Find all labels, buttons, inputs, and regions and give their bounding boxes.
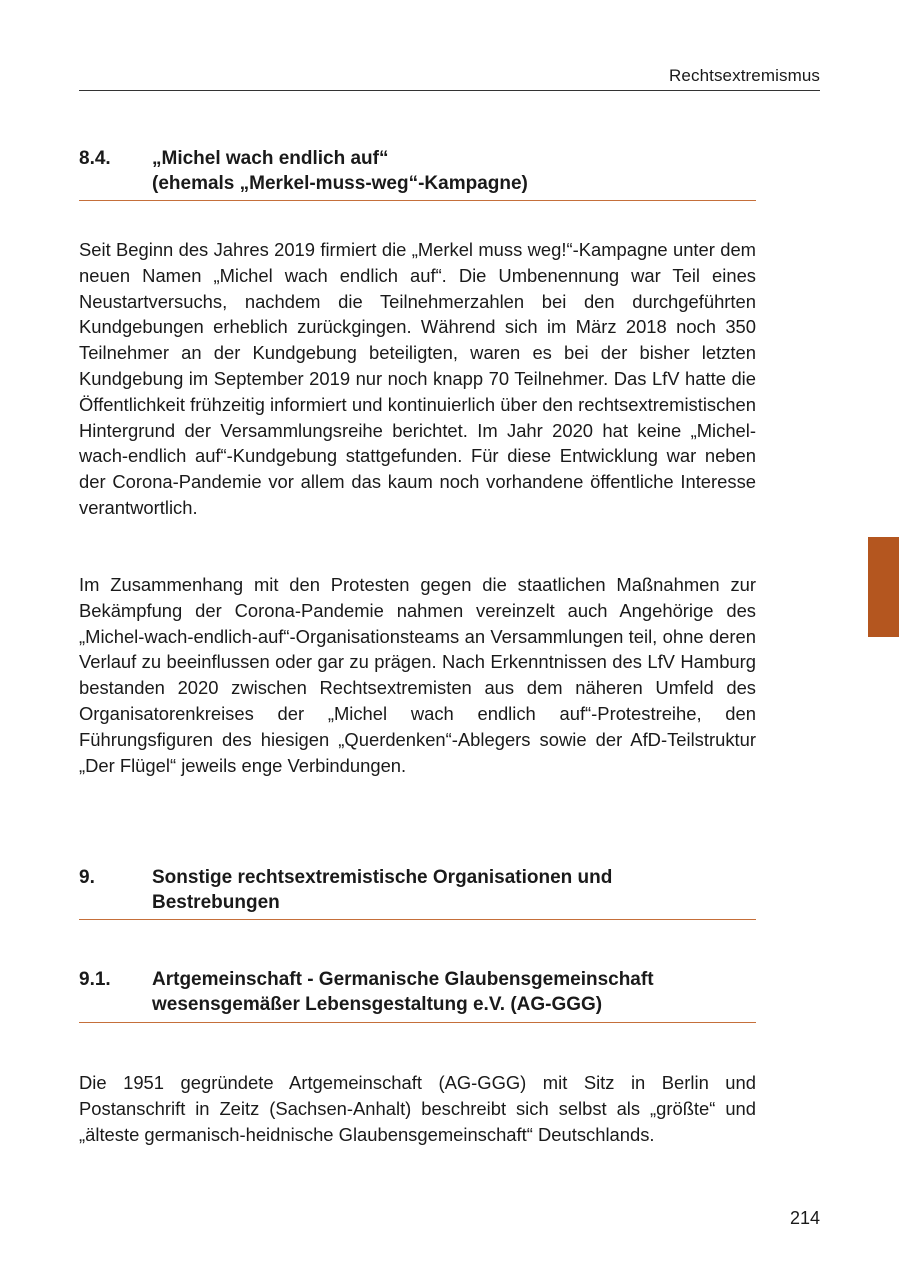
section-number: 9. bbox=[79, 867, 95, 888]
section-heading-8-4 bbox=[79, 146, 756, 201]
section-heading-9 bbox=[79, 865, 756, 920]
section-title-line: „Michel wach endlich auf“ bbox=[152, 148, 389, 169]
section-title-line: wesensgemäßer Lebensgestaltung e.V. (AG-GGG) bbox=[152, 994, 603, 1015]
page-number: 214 bbox=[789, 1208, 820, 1228]
body-paragraph: Die 1951 gegründete Artgemeinschaft (AG-GGG) mit Sitz in Berlin und Postanschrift in Zeitz (Sachsen-Anhalt) beschreibt sich selbst als „größte“ und „älteste germanisch-heidnische Glaubensgemeinschaft“ Deutschlands. bbox=[79, 1072, 756, 1145]
section-title-line: Sonstige rechtsextremistische Organisationen und bbox=[152, 867, 613, 888]
running-head bbox=[79, 64, 820, 91]
section-number: 9.1. bbox=[79, 969, 111, 990]
running-head-title: Rechtsextremismus bbox=[669, 66, 820, 85]
section-title-line: Bestrebungen bbox=[152, 892, 280, 913]
body-paragraph: Seit Beginn des Jahres 2019 firmiert die „Merkel muss weg!“-Kampagne unter dem neuen Namen „Michel wach endlich auf“. Die Umbenennung war Teil eines Neustartversuchs, nachdem die Teilnehmerzahlen bei den durchgeführten Kundgebungen erheblich zurückgingen. Während sich im März 2018 noch 350 Teilnehmer an der Kundgebung beteiligten, waren es bei der bisher letzten Kundgebung im September 2019 nur noch knapp 70 Teilnehmer. Das LfV hatte die Öffentlichkeit frühzeitig informiert und kontinuierlich über den rechtsextremistischen Hintergrund der Versammlungsreihe berichtet. Im Jahr 2020 hat keine „Michel-wach-endlich auf“-Kundgebung stattgefunden. Für diese Entwicklung war neben der Corona-Pandemie vor allem das kaum noch vorhandene öffentliche Interesse verantwortlich. bbox=[79, 239, 756, 518]
section-number: 8.4. bbox=[79, 148, 111, 169]
body-paragraph: Im Zusammenhang mit den Protesten gegen die staatlichen Maßnahmen zur Bekämpfung der Corona-Pandemie nahmen vereinzelt auch Angehörige des „Michel-wach-endlich-auf“-Organisationsteams an Versammlungen teil, ohne deren Verlauf zu beeinflussen oder gar zu prägen. Nach Erkenntnissen des LfV Hamburg bestanden 2020 zwischen Rechtsextremisten aus dem näheren Umfeld des Organisatorenkreises der „Michel wach endlich auf“-Protestreihe, den Führungsfiguren des hiesigen „Querdenken“-Ablegers sowie der AfD-Teilstruktur „Der Flügel“ jeweils enge Verbindungen. bbox=[79, 574, 756, 776]
section-title-line: Artgemeinschaft - Germanische Glaubensgemeinschaft bbox=[152, 969, 654, 990]
section-heading-9-1 bbox=[79, 967, 756, 1023]
section-title-line: (ehemals „Merkel-muss-weg“-Kampagne) bbox=[152, 173, 528, 194]
chapter-tab-marker bbox=[868, 537, 899, 637]
